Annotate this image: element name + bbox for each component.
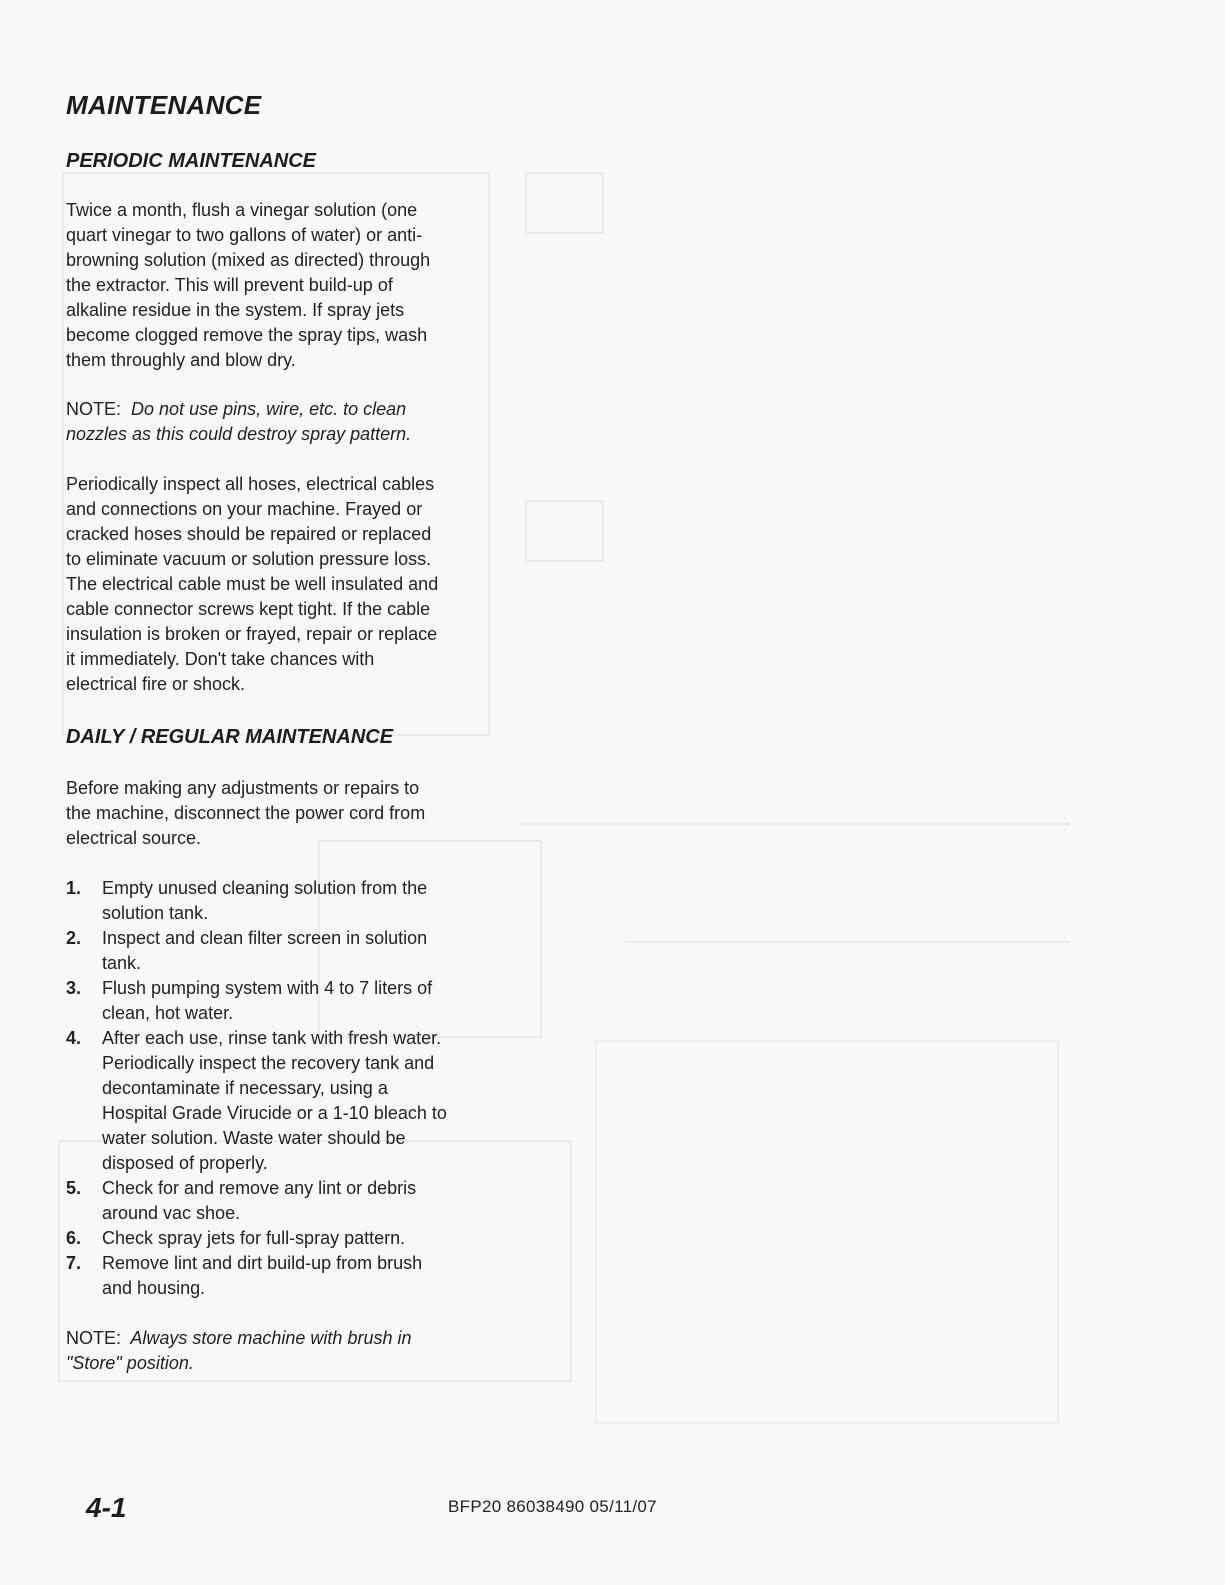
text-line: insulation is broken or frayed, repair or replace [66, 624, 438, 644]
list-item [66, 976, 536, 1026]
step-text: Inspect and clean filter screen in solution [102, 928, 428, 948]
text-line: the extractor. This will prevent build-up of [66, 275, 393, 295]
list-item [66, 926, 536, 976]
step-text: solution tank. [102, 903, 209, 923]
periodic-paragraph-2 [66, 472, 536, 697]
text-line: electrical source. [66, 828, 202, 848]
periodic-maintenance-heading: PERIODIC MAINTENANCE [66, 150, 317, 172]
list-item [66, 876, 536, 926]
bleed-through-step-box [525, 500, 604, 562]
step-number: 3. [66, 978, 82, 998]
text-line: it immediately. Don't take chances with [66, 649, 375, 669]
step-number: 2. [66, 928, 82, 948]
text-line: browning solution (mixed as directed) through [66, 250, 431, 270]
note-line: "Store" position. [66, 1353, 194, 1373]
text-line: and connections on your machine. Frayed or [66, 499, 423, 519]
text-line: cable connector screws kept tight. If the cable [66, 599, 431, 619]
step-text: and housing. [102, 1278, 206, 1298]
step-text: Empty unused cleaning solution from the [102, 878, 428, 898]
step-number: 5. [66, 1178, 82, 1198]
step-text: Flush pumping system with 4 to 7 liters of [102, 978, 433, 998]
text-line: Before making any adjustments or repairs to [66, 778, 420, 798]
maintenance-steps-list [66, 876, 536, 1301]
daily-note [66, 1326, 536, 1376]
main-content [66, 88, 536, 1376]
step-number: 7. [66, 1253, 82, 1273]
list-item [66, 1176, 536, 1226]
step-text: After each use, rinse tank with fresh water. [102, 1028, 442, 1048]
step-text: decontaminate if necessary, using a [102, 1078, 388, 1098]
document-title: MAINTENANCE [66, 90, 262, 120]
bleed-through-rule [625, 941, 1070, 943]
text-line: them throughly and blow dry. [66, 350, 296, 370]
step-text: around vac shoe. [102, 1203, 241, 1223]
bleed-through-step-box [525, 172, 604, 234]
step-text: Check spray jets for full-spray pattern. [102, 1228, 406, 1248]
note-line [66, 397, 536, 422]
page-number: 4-1 [86, 1492, 127, 1523]
note-text: Always store machine with brush in [130, 1328, 412, 1348]
step-text: water solution. Waste water should be [102, 1128, 406, 1148]
text-line: alkaline residue in the system. If spray jets [66, 300, 405, 320]
note-line: nozzles as this could destroy spray pattern. [66, 424, 412, 444]
text-line: quart vinegar to two gallons of water) or anti- [66, 225, 423, 245]
bleed-through-illustration [595, 1040, 1059, 1424]
list-item [66, 1026, 536, 1176]
step-text: clean, hot water. [102, 1003, 234, 1023]
note-label: NOTE: [66, 1328, 122, 1348]
text-line: Twice a month, flush a vinegar solution (one [66, 200, 418, 220]
text-line: Periodically inspect all hoses, electrical cables [66, 474, 435, 494]
document-code: BFP20 86038490 05/11/07 [448, 1497, 657, 1516]
text-line: The electrical cable must be well insulated and [66, 574, 439, 594]
step-number: 1. [66, 878, 82, 898]
periodic-note [66, 397, 536, 447]
note-label: NOTE: [66, 399, 122, 419]
step-text: Remove lint and dirt build-up from brush [102, 1253, 423, 1273]
periodic-paragraph-1 [66, 198, 536, 373]
step-text: disposed of properly. [102, 1153, 268, 1173]
text-line: the machine, disconnect the power cord from [66, 803, 426, 823]
daily-intro [66, 776, 536, 851]
step-number: 6. [66, 1228, 82, 1248]
step-text: tank. [102, 953, 142, 973]
text-line: electrical fire or shock. [66, 674, 246, 694]
step-text: Hospital Grade Virucide or a 1-10 bleach to [102, 1103, 447, 1123]
bleed-through-rule [520, 823, 1070, 825]
daily-maintenance-heading: DAILY / REGULAR MAINTENANCE [66, 726, 394, 748]
note-line [66, 1326, 536, 1351]
text-line: become clogged remove the spray tips, wash [66, 325, 428, 345]
list-item [66, 1226, 536, 1251]
text-line: to eliminate vacuum or solution pressure loss. [66, 549, 432, 569]
step-text: Check for and remove any lint or debris [102, 1178, 417, 1198]
step-text: Periodically inspect the recovery tank and [102, 1053, 435, 1073]
note-text: Do not use pins, wire, etc. to clean [131, 399, 407, 419]
step-number: 4. [66, 1028, 82, 1048]
text-line: cracked hoses should be repaired or replaced [66, 524, 432, 544]
list-item [66, 1251, 536, 1301]
